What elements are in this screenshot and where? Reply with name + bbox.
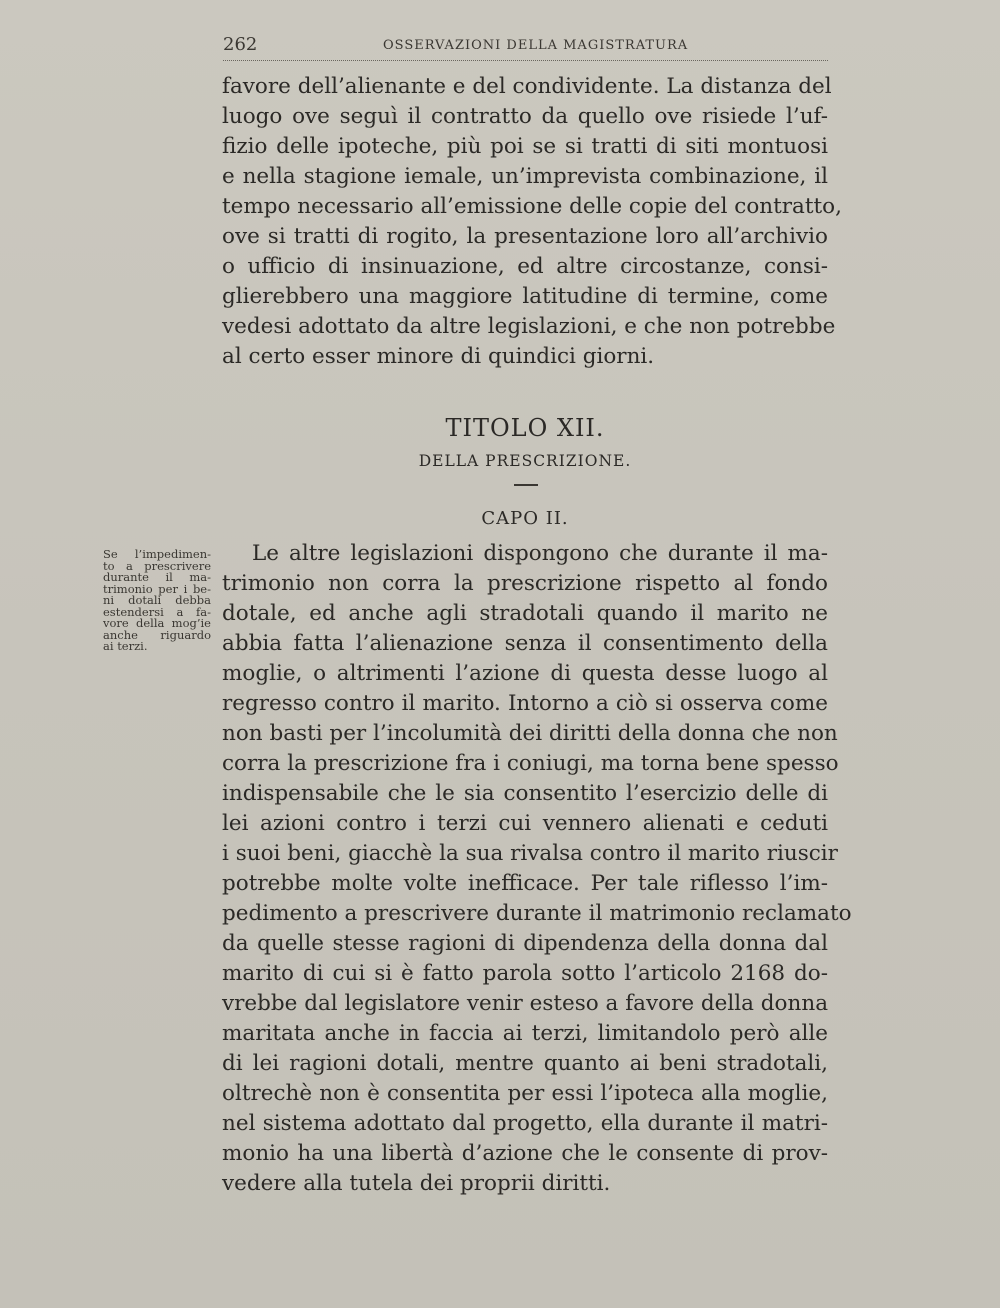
margin-note-line: trimonio per i be- (103, 581, 211, 596)
text-line: potrebbe molte volte inefficace. Per tale riflesso l’im- (222, 871, 828, 896)
margin-note-line: anche riguardo (103, 627, 211, 642)
text-line: maritata anche in faccia ai terzi, limitandolo però alle (222, 1021, 828, 1046)
margin-note-line: to a prescrivere (103, 558, 211, 573)
text-line: o ufficio di insinuazione, ed altre circostanze, consi- (222, 254, 828, 279)
text-line: non basti per l’incolumità dei diritti della donna che non (222, 721, 838, 746)
text-line: monio ha una libertà d’azione che le consente di prov- (222, 1141, 828, 1166)
text-line: oltrechè non è consentita per essi l’ipoteca alla moglie, (222, 1081, 828, 1106)
text-line: vrebbe dal legislatore venir esteso a favore della donna (222, 991, 829, 1016)
page-number: 262 (223, 34, 258, 55)
page-header (223, 34, 828, 61)
margin-note-line: ai terzi. (103, 639, 148, 653)
text-line: i suoi beni, giacchè la sua rivalsa contro il marito riuscir (222, 841, 838, 866)
text-line: fizio delle ipoteche, più poi se si tratti di siti montuosi (222, 134, 828, 159)
margin-note-line: estendersi a fa- (103, 604, 211, 619)
text-line: regresso contro il marito. Intorno a ciò si osserva come (222, 691, 828, 716)
margin-note-line: Se l’impedimen- (103, 547, 211, 561)
text-line: di lei ragioni dotali, mentre quanto ai beni stradotali, (222, 1051, 828, 1076)
text-line: e nella stagione iemale, un’imprevista combinazione, il (222, 164, 828, 189)
running-head: OSSERVAZIONI DELLA MAGISTRATURA (383, 38, 689, 53)
text-line: glierebbero una maggiore latitudine di termine, come (222, 284, 828, 309)
text-line: vedere alla tutela dei proprii diritti. (222, 1171, 611, 1196)
text-line: marito di cui si è fatto parola sotto l’articolo 2168 do- (222, 961, 828, 986)
text-line: corra la prescrizione fra i coniugi, ma torna bene spesso (222, 751, 839, 776)
text-line: trimonio non corra la prescrizione rispetto al fondo (222, 571, 828, 596)
text-line: pedimento a prescrivere durante il matrimonio reclamato (222, 901, 852, 926)
chapter-heading: CAPO II. (481, 508, 569, 529)
text-line: abbia fatta l’alienazione senza il consentimento della (222, 631, 828, 656)
text-line: da quelle stesse ragioni di dipendenza della donna dal (222, 931, 828, 956)
text-line: nel sistema adottato dal progetto, ella durante il matri- (222, 1111, 828, 1136)
paragraph-main (222, 539, 852, 1199)
text-line: moglie, o altrimenti l’azione di questa desse luogo al (222, 661, 828, 686)
paragraph-continuation (222, 72, 842, 372)
text-line: luogo ove seguì il contratto da quello ove risiede l’uf- (222, 104, 828, 129)
text-line: Le altre legislazioni dispongono che durante il ma- (252, 541, 828, 566)
margin-note-line: vore della mog’ie (103, 616, 211, 630)
text-line: dotale, ed anche agli stradotali quando il marito ne (222, 601, 828, 626)
section-title: TITOLO XII. (445, 414, 605, 442)
text-line: vedesi adottato da altre legislazioni, e che non potrebbe (222, 314, 836, 339)
margin-note-line: ni dotali debba (103, 593, 211, 607)
text-line: al certo esser minore di quindici giorni. (222, 344, 655, 369)
text-line: ove si tratti di rogito, la presentazione loro all’archivio (222, 224, 828, 249)
text-line: favore dell’alienante e del condividente. La distanza del (222, 74, 832, 99)
section-subtitle: DELLA PRESCRIZIONE. (418, 452, 632, 470)
text-line: tempo necessario all’emissione delle copie del contratto, (222, 194, 842, 219)
title-divider (514, 484, 538, 486)
text-line: indispensabile che le sia consentito l’esercizio delle di (222, 781, 828, 806)
margin-note-line: durante il ma- (103, 570, 211, 584)
margin-note (103, 549, 211, 653)
text-line: lei azioni contro i terzi cui vennero alienati e ceduti (222, 811, 828, 836)
